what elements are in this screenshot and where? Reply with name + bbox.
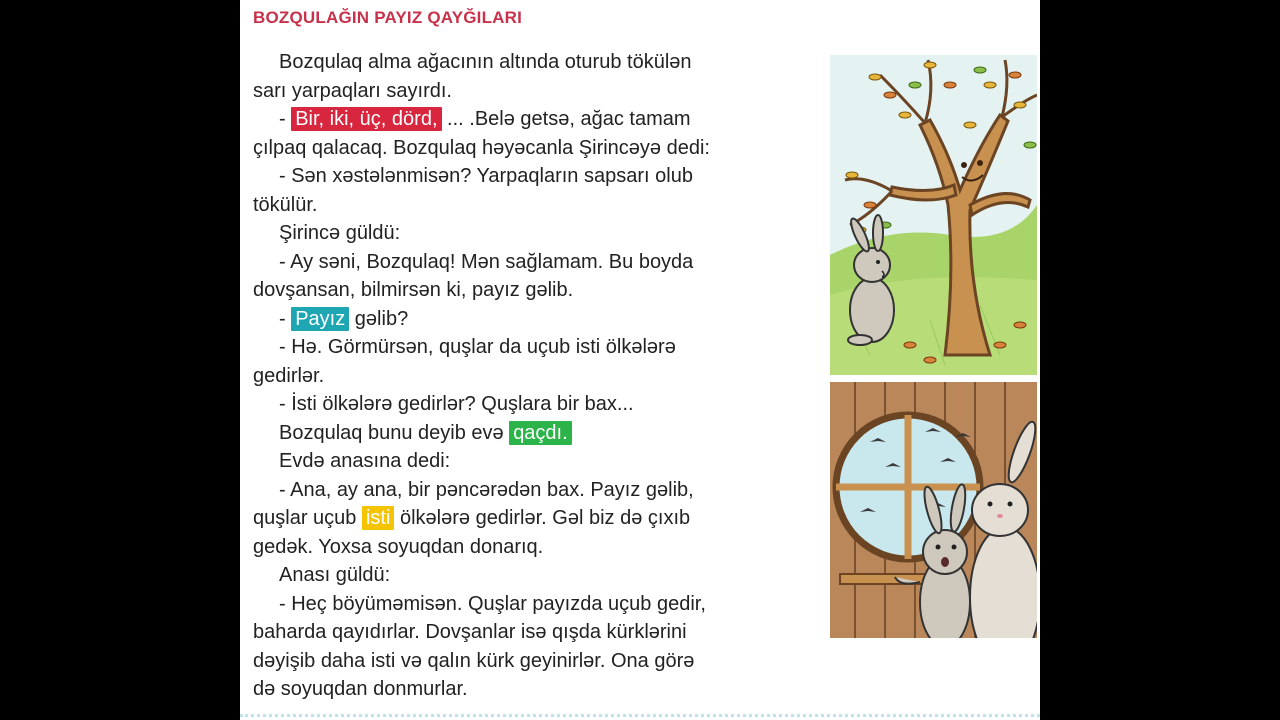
line-text: də soyuqdan donmurlar. (253, 678, 468, 700)
line-text: tökülür. (253, 193, 318, 216)
line-text: baharda qayıdırlar. Dovşanlar isə qışda kürklərini (253, 621, 687, 643)
line-text: - Sən xəstələnmisən? Yarpaqların sapsarı olub (279, 165, 693, 187)
line-text: - Heç böyüməmisən. Quşlar payızda uçub gedir, (279, 592, 706, 615)
story-line (253, 48, 773, 77)
story-line (253, 476, 773, 505)
story-line (253, 419, 773, 448)
line-text: çılpaq qalacaq. Bozqulaq həyəcanla Şirincəyə dedi: (253, 136, 710, 159)
line-text: gedirlər. (253, 364, 325, 387)
story-line (253, 134, 773, 163)
story-text (253, 48, 773, 704)
story-line (253, 647, 773, 676)
line-text: Anası güldü: (279, 564, 391, 586)
line-text: Evdə anasına dedi: (279, 450, 451, 472)
line-text: - İsti ölkələrə gedirlər? Quşlara bir bax... (279, 393, 634, 415)
story-line (253, 390, 773, 419)
window-rabbits-illustration (830, 382, 1037, 638)
line-text: sarı yarpaqları sayırdı. (253, 79, 452, 102)
tree-rabbit-drawing (830, 55, 1037, 375)
story-line (253, 618, 773, 647)
line-text: Bozqulaq alma ağacının altında oturub tökülən (279, 51, 692, 73)
story-line (253, 675, 773, 704)
story-line (253, 162, 773, 191)
highlight-counting: Bir, iki, üç, dörd, (291, 107, 441, 131)
line-dash: - (279, 108, 292, 130)
line-text: - Hə. Görmürsən, quşlar da uçub isti ölkələrə (279, 336, 676, 358)
story-title: BOZQULAĞIN PAYIZ QAYĞILARI (253, 8, 523, 27)
story-line (253, 276, 773, 305)
story-line (253, 333, 773, 362)
line-text: ... .Belə getsə, ağac tamam (441, 108, 691, 130)
story-line (253, 77, 773, 106)
story-line (253, 590, 773, 619)
tree-rabbit-illustration (830, 55, 1037, 375)
story-line (253, 305, 773, 334)
line-text: dovşansan, bilmirsən ki, payız gəlib. (253, 279, 574, 301)
story-line (253, 105, 773, 134)
line-text: gedək. Yoxsa soyuqdan donarıq. (253, 535, 544, 558)
story-line (253, 561, 773, 590)
highlight-isti: isti (362, 506, 394, 530)
highlight-payiz: Payız (291, 307, 349, 331)
story-line (253, 447, 773, 476)
line-dash: - (279, 307, 292, 330)
line-text: Bozqulaq bunu deyib evə (279, 421, 510, 444)
story-line (253, 362, 773, 391)
line-text: dəyişib daha isti və qalın kürk geyinirlər. Ona görə (253, 649, 695, 672)
line-text: gəlib? (349, 307, 409, 330)
textbook-page (240, 0, 1040, 720)
story-line (253, 191, 773, 220)
line-text: - Ay səni, Bozqulaq! Mən sağlamam. Bu boyda (279, 250, 694, 273)
line-text: quşlar uçub (253, 507, 362, 529)
line-text: ölkələrə gedirlər. Gəl biz də çıxıb (394, 507, 691, 529)
page-bottom-divider (240, 714, 1040, 717)
window-rabbits-drawing (830, 382, 1037, 638)
highlight-qacdi: qaçdı. (509, 421, 571, 445)
line-text: - Ana, ay ana, bir pəncərədən bax. Payız gəlib, (279, 478, 694, 501)
story-line (253, 219, 773, 248)
story-line (253, 248, 773, 277)
story-line (253, 533, 773, 562)
story-line (253, 504, 773, 533)
line-text: Şirincə güldü: (279, 222, 401, 244)
